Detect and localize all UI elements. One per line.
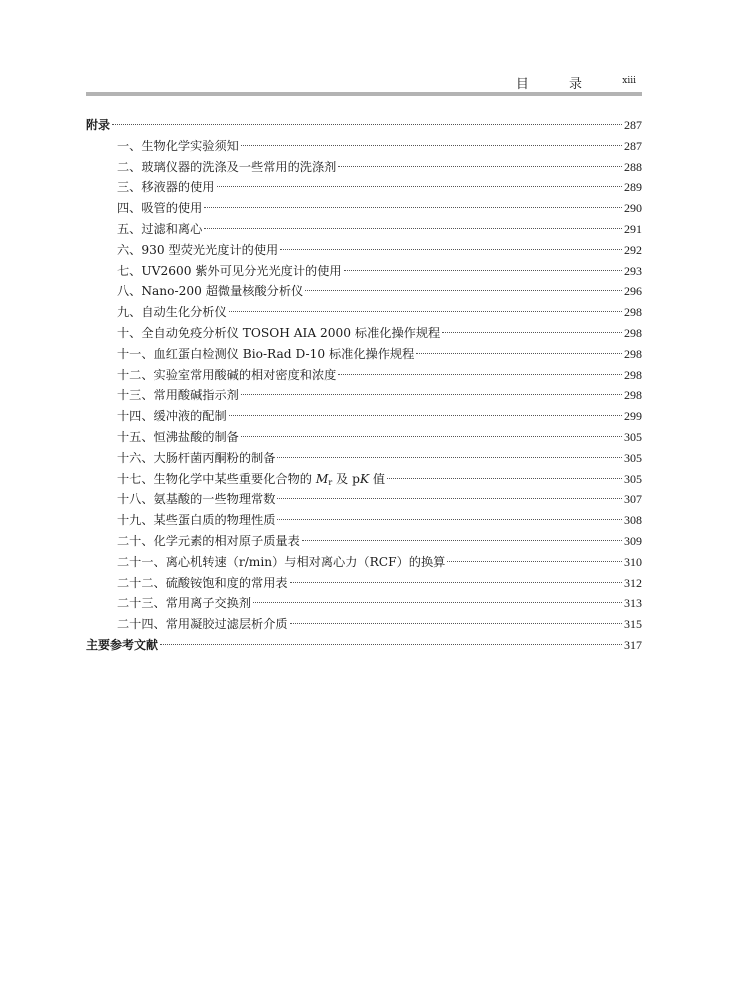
dot-leader [442, 332, 622, 333]
toc-entry[interactable] [86, 385, 642, 406]
dot-leader [277, 498, 622, 499]
toc-entry-label: 十五、恒沸盐酸的制备 [117, 429, 239, 444]
running-header [86, 72, 642, 92]
label-text: 十七、生物化学中某些重要化合物的 [117, 471, 316, 486]
header-page-number: xiii [622, 76, 636, 86]
toc-entry-page: 298 [624, 346, 642, 361]
toc-entry[interactable] [86, 406, 642, 427]
toc-entry-page: 310 [624, 554, 642, 569]
toc-entry[interactable] [86, 552, 642, 573]
dot-leader [416, 353, 622, 354]
table-of-contents [86, 115, 642, 656]
toc-entry-page: 298 [624, 325, 642, 340]
toc-entry[interactable] [86, 281, 642, 302]
toc-entry-label: 十四、缓冲液的配制 [117, 409, 227, 424]
toc-entry-label: 七、UV2600 紫外可见分光光度计的使用 [117, 263, 342, 278]
toc-entry-page: 292 [624, 242, 642, 257]
dot-leader [277, 519, 622, 520]
toc-entry-label: 一、生物化学实验须知 [117, 138, 239, 153]
toc-entry[interactable] [86, 177, 642, 198]
toc-entry-page: 296 [624, 284, 642, 299]
toc-entry[interactable] [86, 115, 642, 136]
dot-leader [241, 436, 622, 437]
toc-entry[interactable] [86, 136, 642, 157]
toc-entry[interactable] [86, 323, 642, 344]
dot-leader [280, 249, 622, 250]
label-text: 及 p [332, 471, 360, 486]
toc-entry-page: 315 [624, 617, 642, 632]
toc-entry[interactable] [86, 365, 642, 386]
toc-entry-page: 293 [624, 263, 642, 278]
toc-entry-page: 309 [624, 533, 642, 548]
toc-entry-label: 附录 [86, 118, 111, 132]
toc-entry-label: 十三、常用酸碱指示剂 [117, 388, 239, 403]
toc-entry-page: 305 [624, 450, 642, 465]
dot-leader [338, 166, 622, 167]
toc-entry-page: 305 [624, 429, 642, 444]
dot-leader [302, 540, 622, 541]
subscript-r: r [328, 477, 333, 487]
toc-entry[interactable] [86, 614, 642, 635]
dot-leader [160, 644, 622, 645]
toc-entry[interactable] [86, 573, 642, 594]
toc-entry[interactable] [86, 302, 642, 323]
symbol-k: K [359, 471, 370, 486]
toc-entry[interactable] [86, 198, 642, 219]
toc-entry-page: 317 [624, 637, 642, 652]
toc-entry[interactable] [86, 510, 642, 531]
toc-entry-label: 八、Nano-200 超微量核酸分析仪 [117, 284, 304, 299]
dot-leader [112, 124, 622, 125]
header-title: 目 录 [515, 77, 600, 92]
toc-entry-label: 九、自动生化分析仪 [117, 305, 227, 320]
toc-entry-page: 308 [624, 513, 642, 528]
toc-entry-page: 298 [624, 388, 642, 403]
toc-entry[interactable] [86, 344, 642, 365]
dot-leader [204, 207, 622, 208]
toc-entry-page: 307 [624, 492, 642, 507]
toc-entry-page: 299 [624, 409, 642, 424]
toc-entry[interactable] [86, 531, 642, 552]
toc-entry-label: 十一、血红蛋白检测仪 Bio-Rad D-10 标准化操作规程 [117, 346, 415, 361]
toc-entry-label: 十、全自动免疫分析仪 TOSOH AIA 2000 标准化操作规程 [117, 325, 441, 340]
toc-entry-label: 二、玻璃仪器的洗涤及一些常用的洗涤剂 [117, 159, 337, 174]
toc-entry-label: 三、移液器的使用 [117, 180, 215, 195]
dot-leader [241, 145, 622, 146]
toc-entry[interactable] [86, 593, 642, 614]
toc-entry-page: 312 [624, 575, 642, 590]
dot-leader [241, 394, 622, 395]
header-rule [86, 92, 642, 96]
dot-leader [204, 228, 622, 229]
symbol-m: M [315, 471, 329, 486]
dot-leader [338, 374, 622, 375]
toc-entry-label: 四、吸管的使用 [117, 201, 203, 216]
toc-entry-label: 主要参考文献 [86, 637, 159, 652]
toc-entry-label: 十九、某些蛋白质的物理性质 [117, 513, 276, 528]
toc-entry[interactable] [86, 261, 642, 282]
toc-entry-label: 十二、实验室常用酸碱的相对密度和浓度 [117, 367, 337, 382]
toc-entry-label: 五、过滤和离心 [117, 221, 203, 236]
toc-entry-label: 二十四、常用凝胶过滤层析介质 [117, 617, 288, 632]
dot-leader [447, 561, 622, 562]
toc-entry[interactable] [86, 157, 642, 178]
toc-entry[interactable] [86, 635, 642, 656]
toc-entry-label: 二十、化学元素的相对原子质量表 [117, 533, 300, 548]
toc-entry-page: 291 [624, 221, 642, 236]
toc-entry[interactable] [86, 240, 642, 261]
toc-entry-page: 313 [624, 596, 642, 611]
toc-entry[interactable] [86, 219, 642, 240]
toc-entry-page: 287 [624, 118, 642, 132]
dot-leader [229, 311, 622, 312]
toc-entry[interactable] [86, 427, 642, 448]
toc-entry-page: 287 [624, 138, 642, 153]
dot-leader [253, 602, 622, 603]
toc-entry-label: 十八、氨基酸的一些物理常数 [117, 492, 276, 507]
toc-entry-page: 290 [624, 201, 642, 216]
toc-entry-label: 二十三、常用离子交换剂 [117, 596, 252, 611]
dot-leader [217, 186, 623, 187]
dot-leader [290, 582, 622, 583]
dot-leader [277, 457, 622, 458]
toc-entry[interactable] [86, 469, 642, 490]
toc-entry-label: 二十一、离心机转速（r/min）与相对离心力（RCF）的换算 [117, 554, 446, 569]
dot-leader [290, 623, 622, 624]
dot-leader [344, 270, 622, 271]
dot-leader [305, 290, 622, 291]
label-text: 值 [369, 471, 386, 486]
toc-entry-page: 289 [624, 180, 642, 195]
toc-entry[interactable] [86, 448, 642, 469]
toc-entry-label: 六、930 型荧光光度计的使用 [117, 242, 279, 257]
toc-entry-page: 298 [624, 305, 642, 320]
dot-leader [229, 415, 622, 416]
toc-entry-page: 288 [624, 159, 642, 174]
toc-entry-page: 298 [624, 367, 642, 382]
dot-leader [387, 478, 622, 479]
toc-entry-label: 十六、大肠杆菌丙酮粉的制备 [117, 450, 276, 465]
toc-entry-page: 305 [624, 471, 642, 486]
toc-entry-label: 二十二、硫酸铵饱和度的常用表 [117, 575, 288, 590]
